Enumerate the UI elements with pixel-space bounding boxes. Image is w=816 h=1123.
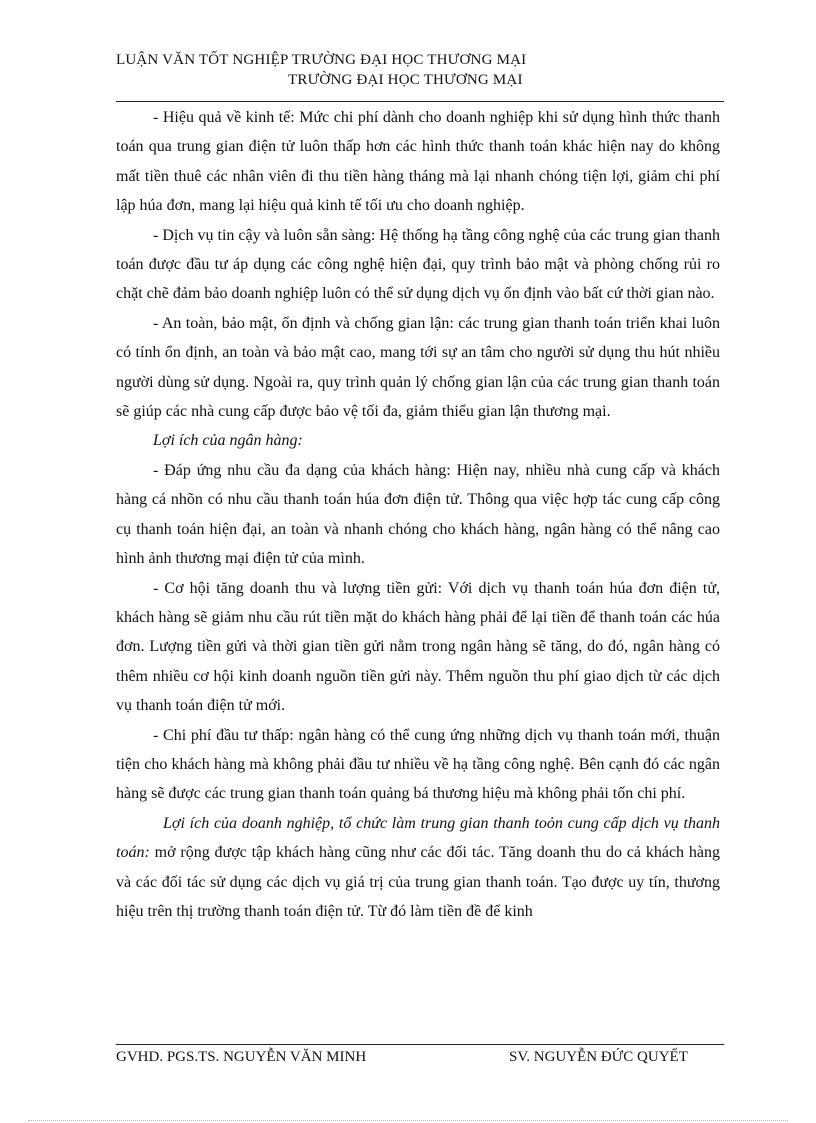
footer-divider — [116, 1044, 724, 1045]
header-divider — [116, 101, 724, 102]
page-edge-line — [28, 1120, 788, 1121]
header-line-1: LUẬN VĂN TỐT NGHIỆP TRƯỜNG ĐẠI HỌC THƯƠNG MẠI — [116, 52, 527, 68]
paragraph-low-investment: - Chi phí đầu tư thấp: ngân hàng có thể cung ứng những dịch vụ thanh toán mới, thuận tiện cho khách hàng mà không phải đầu tư nhiều về hạ tầng công nghệ. Bên cạnh đó các ngân hàng sẽ được các trung gian thanh toán quảng bá thương hiệu mà không phải tốn chi phí. — [116, 726, 720, 803]
subheading-intermediary-benefits: Lợi ích của doanh nghiệp, tổ chức làm trung gian thanh toỏn cung cấp dịch vụ thanh toán: — [116, 814, 720, 862]
footer-advisor: GVHD. PGS.TS. NGUYỄN VĂN MINH — [116, 1049, 367, 1065]
header-line-2: TRƯỜNG ĐẠI HỌC THƯƠNG MẠI — [288, 72, 523, 88]
paragraph-security: - An toàn, bảo mật, ổn định và chống gian lận: các trung gian thanh toán triển khai luôn có tính ổn định, an toàn và bảo mật cao, mang tới sự an tâm cho người sử dụng thu hút nhiều người dùng sử dụng. Ngoài ra, quy trình quản lý chống gian lận của các trung gian thanh toán sẽ giúp các nhà cung cấp được bảo vệ tối đa, giảm thiểu gian lận thương mại. — [116, 314, 720, 421]
footer-student: SV. NGUYỄN ĐỨC QUYẾT — [509, 1049, 688, 1065]
paragraph-reliable-service: - Dịch vụ tin cậy và luôn sẵn sàng: Hệ thống hạ tầng công nghệ của các trung gian thanh toán được đầu tư áp dụng các công nghệ hiện đại, quy trình bảo mật và phòng chống rủi ro chặt chẽ đảm bảo doanh nghiệp luôn có thể sử dụng dịch vụ ổn định vào bất cứ thời gian nào. — [116, 226, 720, 303]
page-header — [116, 50, 724, 90]
paragraph-revenue-opportunity: - Cơ hội tăng doanh thu và lượng tiền gửi: Với dịch vụ thanh toán húa đơn điện tử, khách hàng sẽ giảm nhu cầu rút tiền mặt do khách hàng phải để lại tiền để thanh toán các húa đơn. Lượng tiền gửi và thời gian tiền gửi nằm trong ngân hàng sẽ tăng, do đó, ngân hàng có thêm nhiều cơ hội kinh doanh nguồn tiền gửi này. Thêm nguồn thu phí giao dịch từ các dịch vụ thanh toán điện tử mới. — [116, 579, 720, 715]
paragraph-economic-efficiency: - Hiệu quả về kinh tế: Mức chi phí dành cho doanh nghiệp khi sử dụng hình thức thanh toán qua trung gian điện tử luôn thấp hơn các hình thức thanh toán khác hiện nay do không mất tiền thuê các nhân viên đi thu tiền hàng tháng mà lại nhanh chóng tiện lợi, giảm chi phí lập húa đơn, mang lại hiệu quả kinh tế tối ưu cho doanh nghiệp. — [116, 109, 720, 215]
paragraph-customer-needs: - Đáp ứng nhu cầu đa dạng của khách hàng: Hiện nay, nhiều nhà cung cấp và khách hàng cá nhõn có nhu cầu thanh toán húa đơn điện tử. Thông qua việc hợp tác cung cấp công cụ thanh toán hiện đại, an toàn và nhanh chóng cho khách hàng, ngân hàng có thể nâng cao hình ảnh thương mại điện tử của mình. — [116, 461, 720, 568]
document-body — [116, 103, 720, 926]
paragraph-intermediary-benefits — [116, 809, 720, 927]
subheading-bank-benefits: Lợi ích của ngân hàng: — [153, 432, 303, 450]
paragraph-intermediary-text: mở rộng được tập khách hàng cũng như các đối tác. Tăng doanh thu do cả khách hàng và các đối tác sử dụng các dịch vụ giá trị của trung gian thanh toán. Tạo được uy tín, thương hiệu trên thị trường thanh toán điện tử. Từ đó làm tiền đề để kinh — [116, 844, 720, 920]
